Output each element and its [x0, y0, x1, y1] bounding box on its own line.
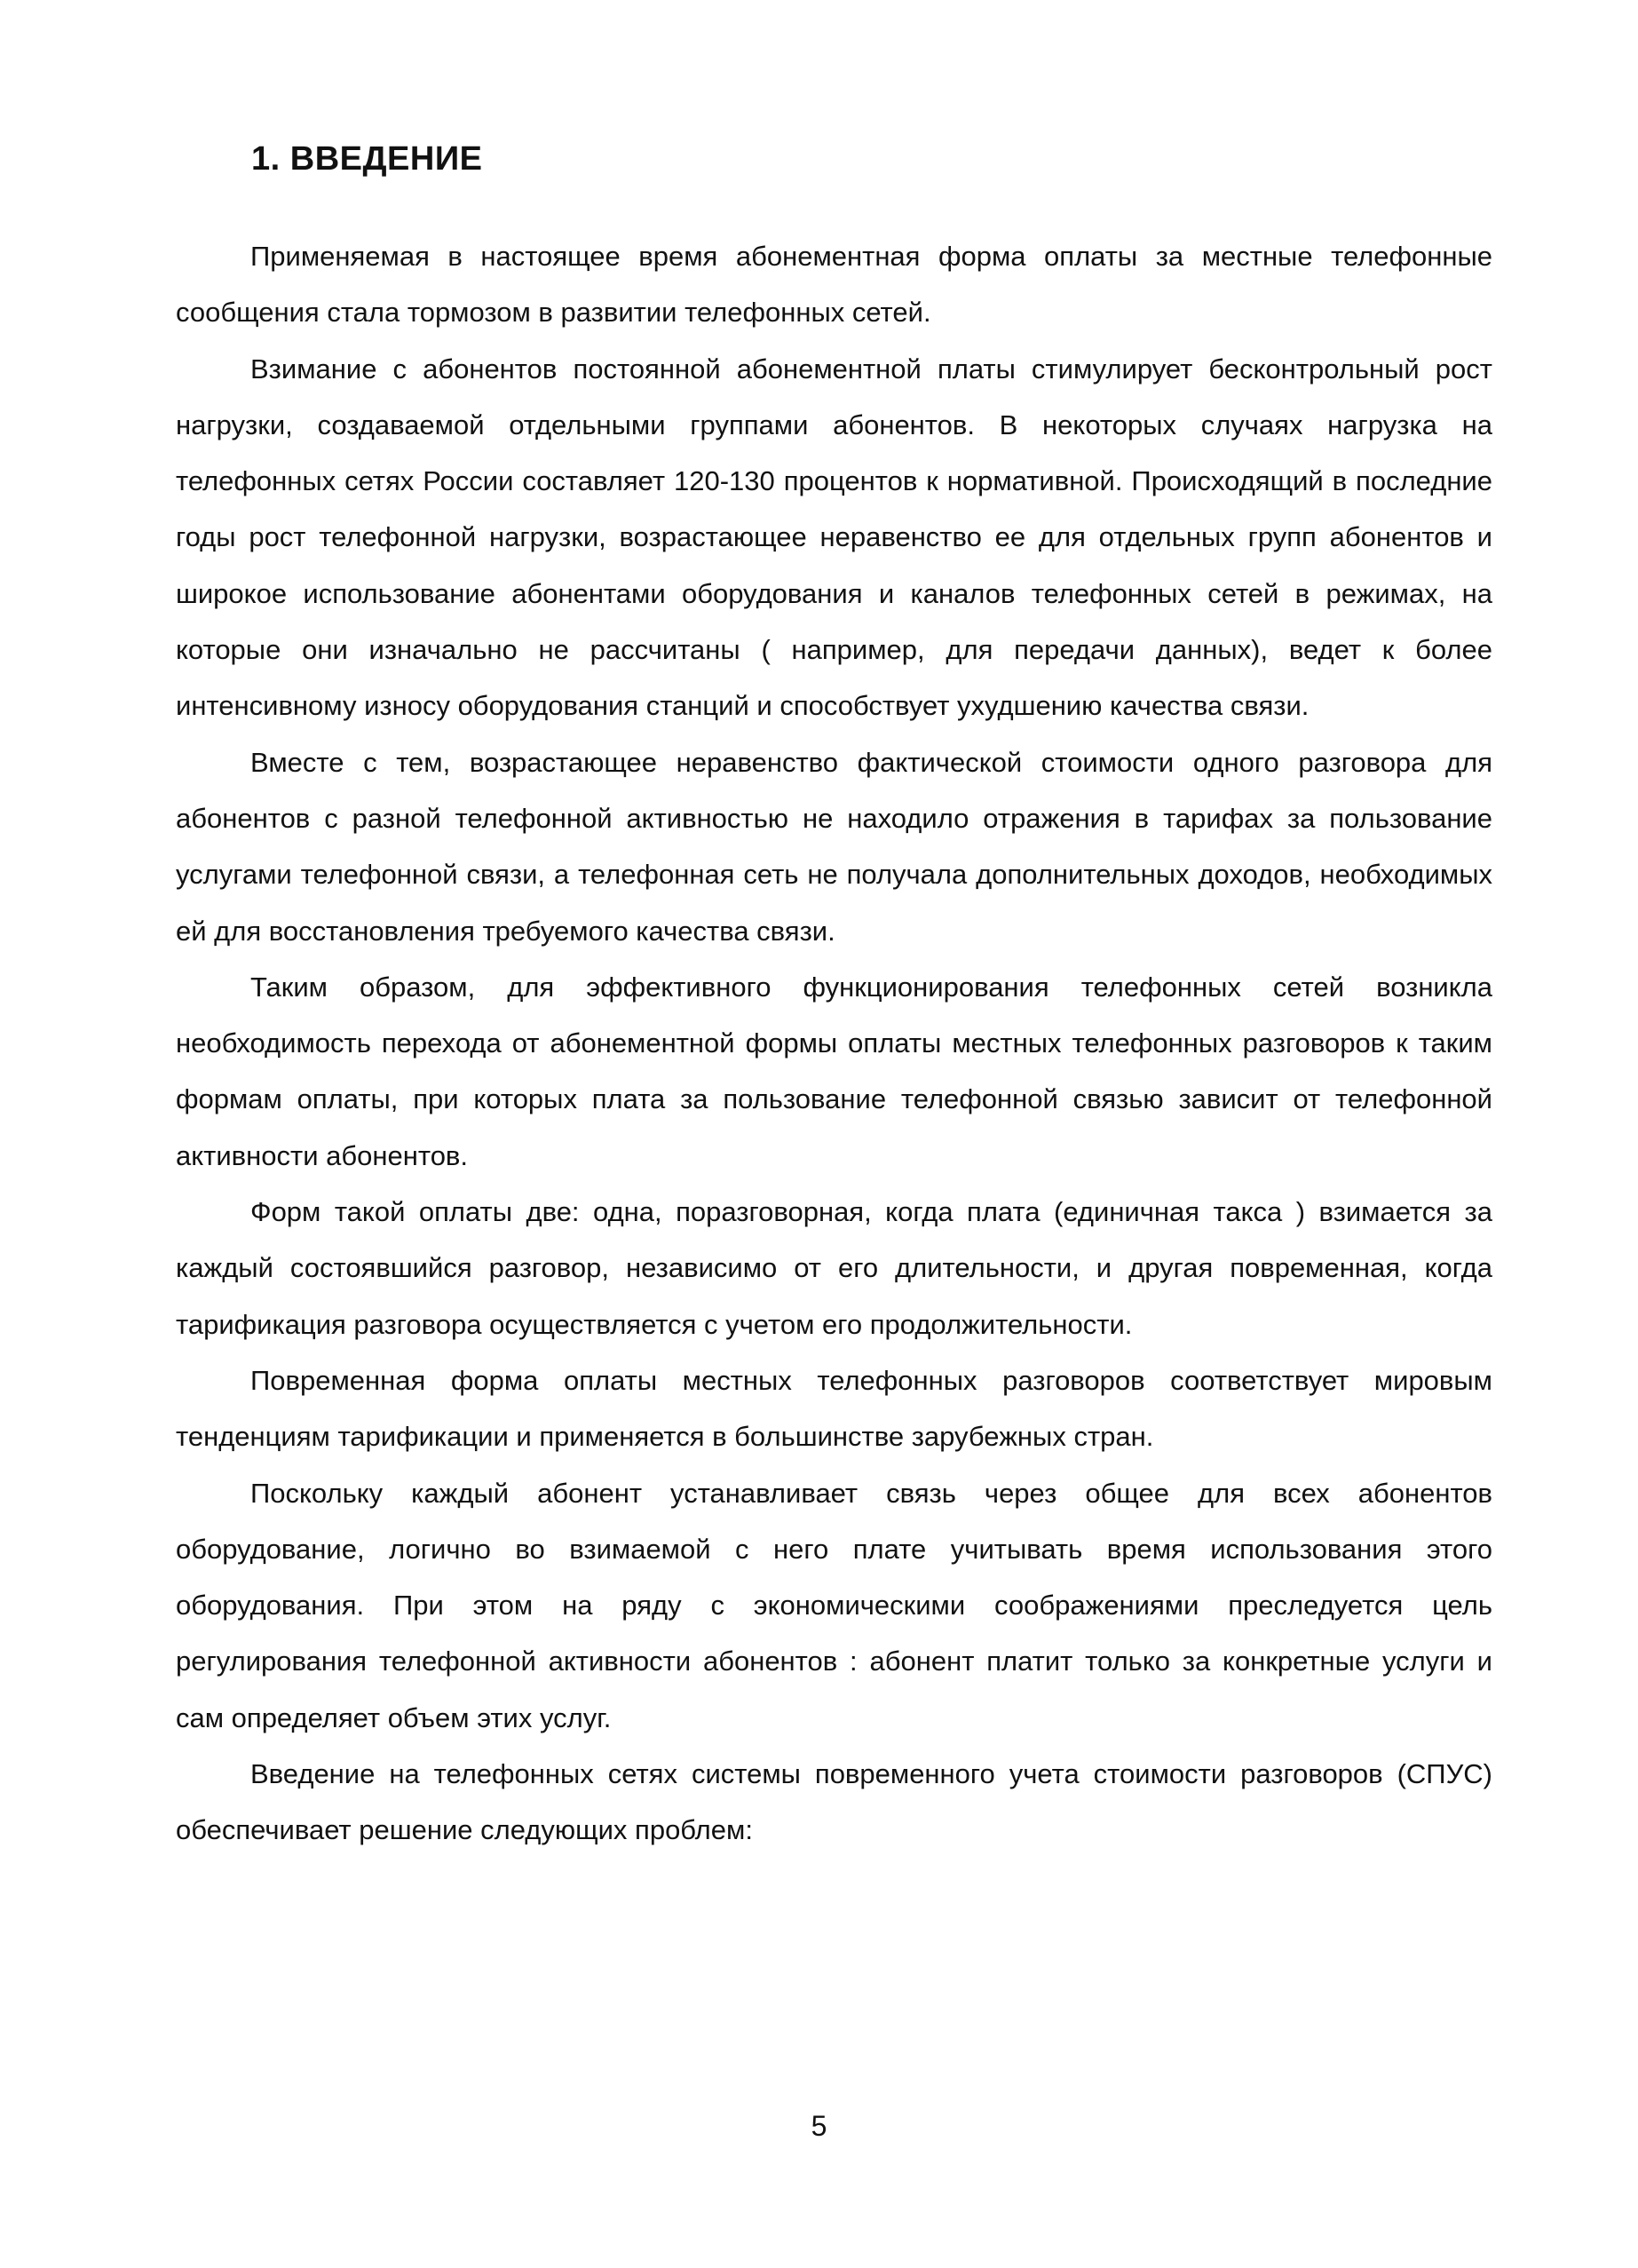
paragraph: Вместе с тем, возрастающее неравенство фактической стоимости одного разговора для абонентов с разной телефонной активностью не находило отражения в тарифах за пользование услугами телефонной связи, а телефонная сеть не получала дополнительных доходов, необходимых ей для восстановления требуемого качества связи. [176, 746, 1492, 947]
paragraph: Таким образом, для эффективного функционирования телефонных сетей возникла необходимость перехода от абонементной формы оплаты местных телефонных разговоров к таким формам оплаты, при которых плата за пользование телефонной связью зависит от телефонной активности абонентов. [176, 971, 1492, 1171]
body-text [176, 228, 1492, 1859]
paragraph: Форм такой оплаты две: одна, поразговорная, когда плата (единичная такса ) взимается за каждый состоявшийся разговор, независимо от его длительности, и другая повременная, когда тарификация разговора осуществляется с учетом его продолжительности. [176, 1196, 1492, 1340]
paragraph: Взимание с абонентов постоянной абонементной платы стимулирует бесконтрольный рост нагрузки, создаваемой отдельными группами абонентов. В некоторых случаях нагрузка на телефонных сетях России составляет 120-130 процентов к нормативной. Происходящий в последние годы рост телефонной нагрузки, возрастающее неравенство ее для отдельных групп абонентов и широкое использование абонентами оборудования и каналов телефонных сетей в режимах, на которые они изначально не рассчитаны ( например, для передачи данных), ведет к более интенсивному износу оборудования станций и способствует ухудшению качества связи. [176, 353, 1492, 722]
paragraph: Поскольку каждый абонент устанавливает связь через общее для всех абонентов оборудование, логично во взимаемой с него плате учитывать время использования этого оборудования. При этом на ряду с экономическими соображениями преследуется цель регулирования телефонной активности абонентов : абонент платит только за конкретные услуги и сам определяет объем этих услуг. [176, 1477, 1492, 1733]
page-number: 5 [811, 2110, 827, 2142]
section-heading: 1. ВВЕДЕНИЕ [251, 140, 483, 178]
paragraph: Введение на телефонных сетях системы повременного учета стоимости разговоров (СПУС) обеспечивает решение следующих проблем: [176, 1758, 1492, 1846]
paragraph: Повременная форма оплаты местных телефонных разговоров соответствует мировым тенденциям тарификации и применяется в большинстве зарубежных стран. [176, 1364, 1492, 1453]
paragraph: Применяемая в настоящее время абонементная форма оплаты за местные телефонные сообщения стала тормозом в развитии телефонных сетей. [176, 241, 1492, 329]
